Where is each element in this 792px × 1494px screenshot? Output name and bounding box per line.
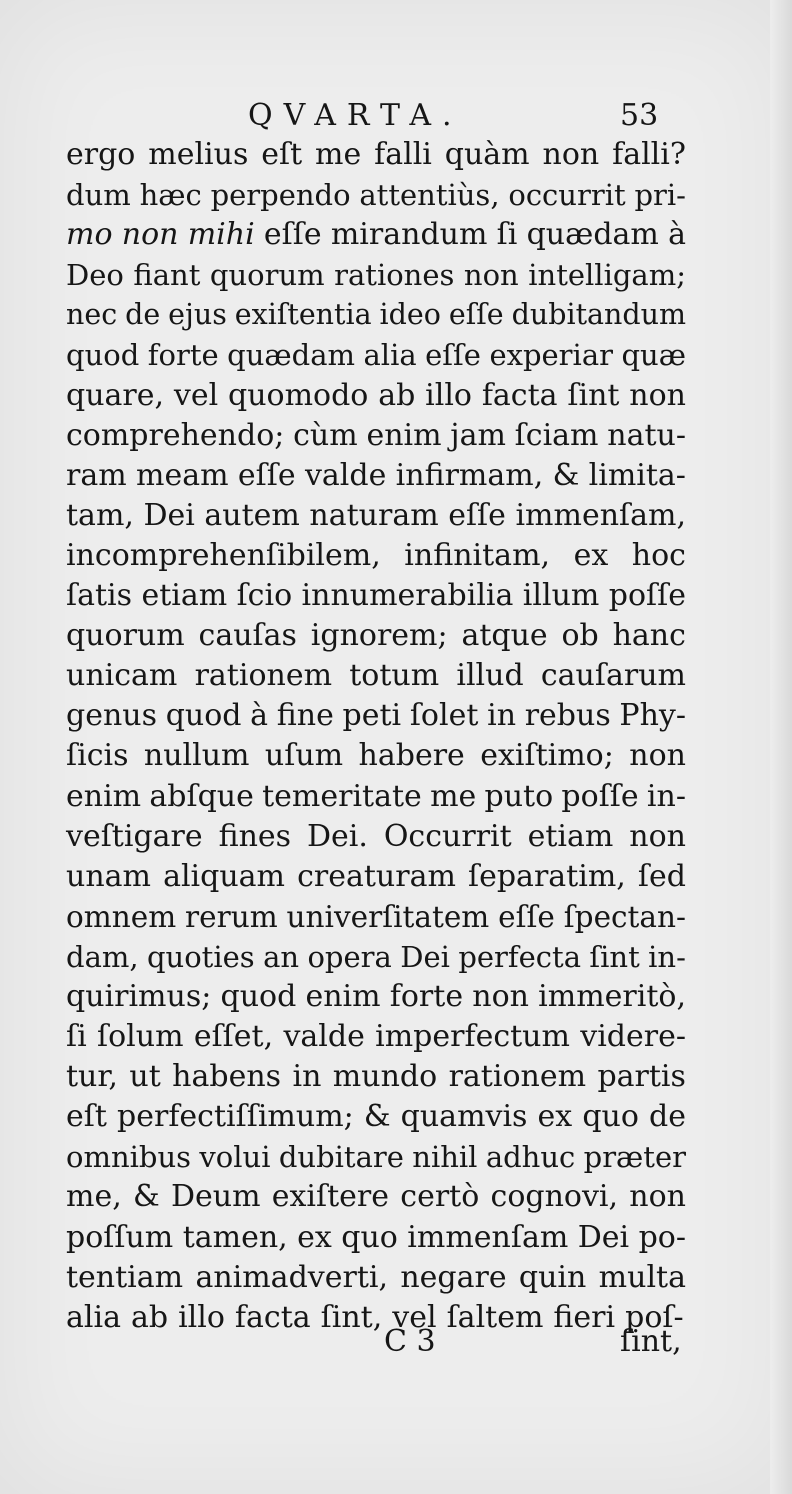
page-edge-shadow <box>770 0 792 1494</box>
text-line: genus quod à fine peti ſolet in rebus Phy- <box>66 698 686 734</box>
text-line: ergo melius eſt me falli quàm non falli? <box>66 137 686 172</box>
text-line: omnibus volui dubitare nihil adhuc præter <box>66 1140 686 1175</box>
text-line: me, & Deum exiſtere certò cognovi, non <box>66 1179 686 1215</box>
text-line: dum hæc perpendo attentiùs, occurrit pri- <box>66 178 686 213</box>
text-line: ſicis nullum uſum habere exiſtimo; non <box>66 738 686 774</box>
text-line: dam, quoties an opera Dei perfecta ſint in- <box>66 939 686 974</box>
text-line: omnem rerum univerſitatem eſſe ſpectan- <box>66 899 686 934</box>
page-footer <box>0 1322 792 1362</box>
page-header <box>0 96 792 136</box>
text-line: ſi ſolum eſſet, valde imperfectum videre- <box>66 1019 686 1055</box>
text-line: quorum cauſas ignorem; atque ob hanc <box>66 618 686 654</box>
text-line: tentiam animadverti, negare quin multa <box>66 1259 686 1295</box>
page-number: 53 <box>620 98 659 133</box>
text-line: quirimus; quod enim forte non immeritò, <box>66 978 686 1014</box>
text-line: ſatis etiam ſcio innumerabilia illum poſſe <box>66 578 686 614</box>
text-line: Deo fiant quorum rationes non intelligam; <box>66 258 686 293</box>
text-line: tur, ut habens in mundo rationem partis <box>66 1059 686 1095</box>
text-line: quare, vel quomodo ab illo facta ſint non <box>66 377 686 413</box>
text-line: quod forte quædam alia eſſe experiar quæ <box>66 338 686 373</box>
text-line: veſtigare fines Dei. Occurrit etiam non <box>66 818 686 854</box>
body-text <box>66 135 686 1338</box>
text-line: alia ab illo facta ſint, vel ſaltem fieri poſ- <box>66 1299 684 1335</box>
signature-mark: C 3 <box>384 1324 436 1359</box>
text-line: enim abſque temeritate me puto poſſe in- <box>66 778 686 814</box>
text-line: incomprehenſibilem, infinitam, ex hoc <box>66 537 686 573</box>
text-line: comprehendo; cùm enim jam ſciam natu- <box>66 417 686 453</box>
text-line: nec de ejus exiſtentia ideo eſſe dubitandum <box>66 298 686 332</box>
text-line: ram meam eſſe valde infirmam, & limita- <box>66 457 686 493</box>
text-line: unam aliquam creaturam ſeparatim, ſed <box>66 858 686 894</box>
text-line: tam, Dei autem naturam eſſe immenſam, <box>66 497 686 533</box>
text-line: mo non mihi eſſe mirandum ſi quædam à <box>66 217 686 253</box>
text-line: unicam rationem totum illud cauſarum <box>66 658 686 694</box>
running-title: QVARTA. <box>248 98 463 133</box>
catchword: ſint, <box>620 1324 682 1359</box>
text-line: eſt perfectiſſimum; & quamvis ex quo de <box>66 1099 686 1135</box>
text-line: poſſum tamen, ex quo immenſam Dei po- <box>66 1219 686 1255</box>
